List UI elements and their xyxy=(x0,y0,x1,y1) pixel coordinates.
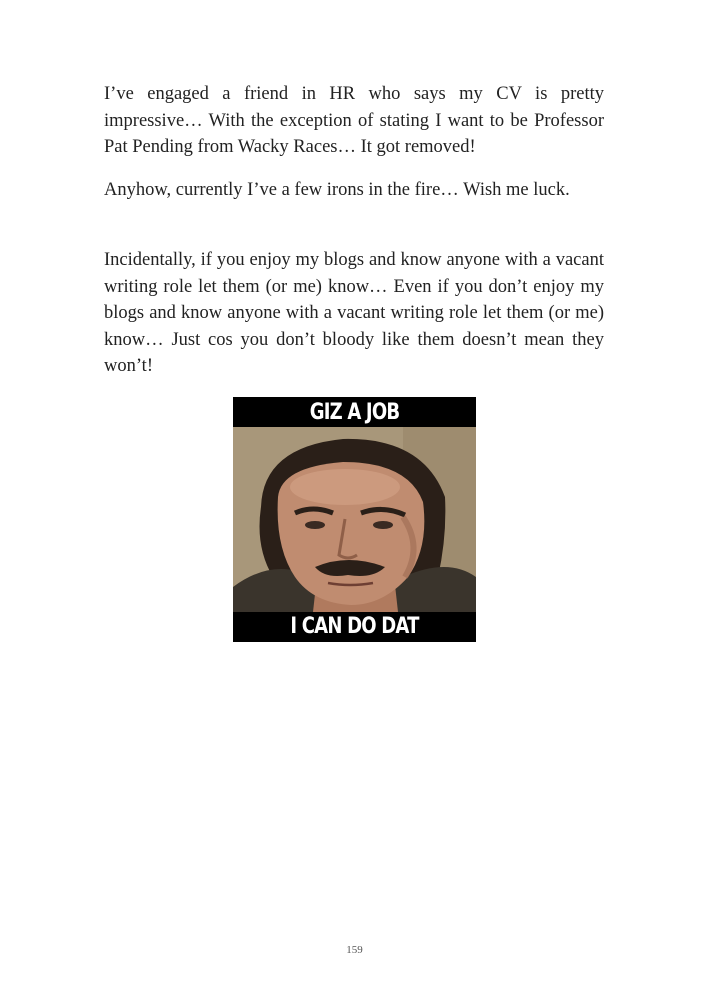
meme-photo-portrait xyxy=(233,427,476,612)
meme-top-caption: GIZ A JOB xyxy=(309,400,400,425)
man-portrait-illustration xyxy=(233,427,476,612)
paragraph-writing-role: Incidentally, if you enjoy my blogs and know anyone with a vacant writing role let them (or me) know… Even if you don’t enjoy my blogs and know anyone with a vacant writing role let them (or me) know… Just cos you don’t bloody like them doesn’t mean they won’t! xyxy=(104,250,604,376)
meme-bottom-caption: I CAN DO DAT xyxy=(290,614,419,639)
page-number: 159 xyxy=(346,944,363,956)
paragraph-cv: I’ve engaged a friend in HR who says my CV is pretty impressive… With the exception of stating I want to be Professor Pat Pending from Wacky Races… It got removed! xyxy=(104,84,604,157)
paragraph-irons: Anyhow, currently I’ve a few irons in the fire… Wish me luck. xyxy=(104,180,570,200)
meme-image xyxy=(233,397,476,642)
